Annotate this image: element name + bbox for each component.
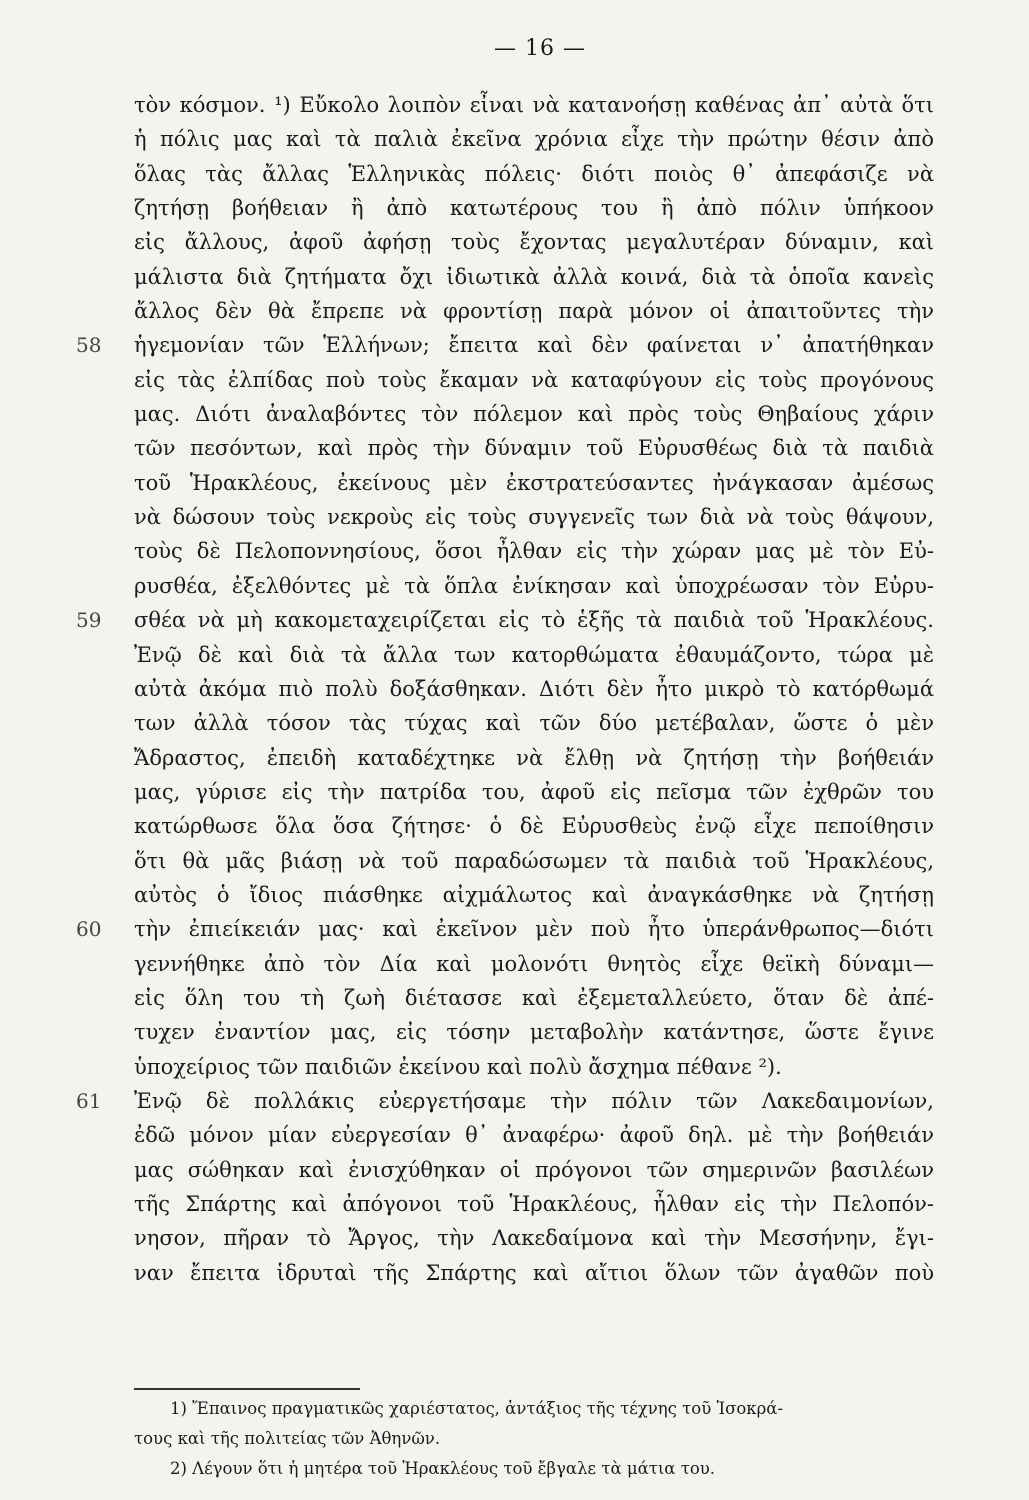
line-text: αὐτὸς ὁ ἴδιος πιάσθηκε αἰχμάλωτος καὶ ἀναγκάσθηκε νὰ ζητήσῃ [134,882,934,907]
line-text: τοῦ Ἡρακλέους, ἐκείνους μὲν ἐκστρατεύσαντες ἠνάγκασαν ἀμέσως [134,470,934,495]
text-line [134,294,934,328]
line-text: ρυσθέα, ἐξελθόντες μὲ τὰ ὅπλα ἐνίκησαν καὶ ὑποχρέωσαν τὸν Εὐρυ- [134,573,934,598]
line-text: τῆς Σπάρτης καὶ ἀπόγονοι τοῦ Ἡρακλέους, ἦλθαν εἰς τὴν Πελοπόν- [134,1192,934,1216]
text-line [134,225,934,259]
line-text: ὑποχείριος τῶν παιδιῶν ἐκείνου καὶ πολὺ ἄσχημα πέθανε ²). [134,1054,782,1079]
line-text: νὰ δώσουν τοὺς νεκροὺς εἰς τοὺς συγγενεῖς των διὰ νὰ τοὺς θάψουν, [134,505,934,530]
text-line [134,1118,934,1152]
line-text: αὐτὰ ἀκόμα πιὸ πολὺ δοξάσθηκαν. Διότι δὲν ἦτο μικρὸ τὸ κατόρθωμά [134,676,934,701]
line-text: εἰς ἄλλους, ἀφοῦ ἀφήσῃ τοὺς ἔχοντας μεγαλυτέραν δύναμιν, καὶ [134,230,934,255]
text-line [134,741,934,775]
section-number: 61 [76,1088,102,1113]
line-text: ἡ πόλις μας καὶ τὰ παλιὰ ἐκεῖνα χρόνια εἶχε τὴν πρώτην θέσιν ἀπὸ [134,127,934,152]
text-line [134,844,934,878]
footnote-divider [134,1388,360,1390]
text-line [134,878,934,912]
text-line [134,809,934,843]
line-text: τοὺς δὲ Πελοποννησίους, ὅσοι ἦλθαν εἰς τὴν χώραν μας μὲ τὸν Εὐ- [134,539,934,564]
text-line [134,534,934,568]
text-line [76,912,934,946]
text-line [134,363,934,397]
line-text: τὸν κόσμον. ¹) Εὔκολο λοιπὸν εἶναι νὰ κατανοήσῃ καθένας ἀπ᾽ αὐτὰ ὅτι [134,93,934,117]
line-text: μάλιστα διὰ ζητήματα ὄχι ἰδιωτικὰ ἀλλὰ κοινά, διὰ τὰ ὁποῖα κανεὶς [134,264,934,289]
text-line [134,88,934,122]
line-text: ζητήσῃ βοήθειαν ἢ ἀπὸ κατωτέρους του ἢ ἀπὸ πόλιν ὑπήκοον [134,196,934,221]
text-line [134,397,934,431]
text-line [134,157,934,191]
text-line [76,328,934,362]
text-line [134,1256,934,1290]
section-number: 58 [76,333,102,358]
line-text: τῶν πεσόντων, καὶ πρὸς τὴν δύναμιν τοῦ Εὐρυσθέως διὰ τὰ παιδιὰ [134,436,934,461]
footnote-line: 1) Ἔπαινος πραγματικῶς χαριέστατος, ἀντάξιος τῆς τέχνης τοῦ Ἰσοκρά- [170,1399,784,1418]
text-line [76,603,934,637]
line-text: Ἐνῷ δὲ καὶ διὰ τὰ ἄλλα των κατορθώματα ἐθαυμάζοντο, τώρα μὲ [134,642,934,667]
line-text: Ἐνῷ δὲ πολλάκις εὐεργετήσαμε τὴν πόλιν τῶν Λακεδαιμονίων, [134,1088,934,1113]
line-text: ὅτι θὰ μᾶς βιάσῃ νὰ τοῦ παραδώσωμεν τὰ παιδιὰ τοῦ Ἡρακλέους, [134,848,934,873]
text-line [134,569,934,603]
text-line [134,947,934,981]
line-text: μας, γύρισε εἰς τὴν πατρίδα του, ἀφοῦ εἰς πεῖσμα τῶν ἐχθρῶν του [134,779,934,804]
text-line [134,260,934,294]
text-line [134,431,934,465]
footnote-line: 2) Λέγουν ὅτι ἡ μητέρα τοῦ Ἡρακλέους τοῦ ἔβγαλε τὰ μάτια του. [170,1459,716,1478]
text-line [134,466,934,500]
line-text: εἰς ὅλη του τὴ ζωὴ διέτασσε καὶ ἐξεμεταλλεύετο, ὅταν δὲ ἀπέ- [134,985,934,1010]
line-text: ναν ἔπειτα ἱδρυταὶ τῆς Σπάρτης καὶ αἴτιοι ὅλων τῶν ἀγαθῶν ποὺ [134,1260,934,1285]
line-text: Ἄδραστος, ἐπειδὴ καταδέχτηκε νὰ ἔλθῃ νὰ ζητήσῃ τὴν βοήθειάν [134,745,934,770]
body-text [76,88,934,1290]
line-text: τὴν ἐπιείκειάν μας· καὶ ἐκεῖνον μὲν ποὺ ἦτο ὑπεράνθρωπος—διότι [134,917,934,942]
line-text: ἄλλος δὲν θὰ ἔπρεπε νὰ φροντίσῃ παρὰ μόνον οἱ ἀπαιτοῦντες τὴν [134,299,934,324]
text-line [134,122,934,156]
line-text: σθέα νὰ μὴ κακομεταχειρίζεται εἰς τὸ ἑξῆς τὰ παιδιὰ τοῦ Ἡρακλέους. [134,608,934,633]
line-text: νησον, πῆραν τὸ Ἄργος, τὴν Λακεδαίμονα καὶ τὴν Μεσσήνην, ἔγι- [134,1226,934,1251]
text-line [134,1221,934,1255]
line-text: εἰς τὰς ἐλπίδας ποὺ τοὺς ἔκαμαν νὰ καταφύγουν εἰς τοὺς προγόνους [134,367,934,392]
section-number: 60 [76,917,102,942]
text-line [134,638,934,672]
text-line [134,191,934,225]
line-text: μας σώθηκαν καὶ ἐνισχύθηκαν οἱ πρόγονοι τῶν σημερινῶν βασιλέων [134,1157,934,1182]
text-line [134,672,934,706]
footnotes [134,1394,934,1484]
page-number: — 16 — [494,36,586,61]
text-line [76,1084,934,1118]
text-line [134,1015,934,1049]
footnote-line: τους καὶ τῆς πολιτείας τῶν Ἀθηνῶν. [134,1429,441,1448]
section-number: 59 [76,608,102,633]
text-line [134,1153,934,1187]
line-text: κατώρθωσε ὅλα ὅσα ζήτησε· ὁ δὲ Εὐρυσθεὺς ἐνῷ εἶχε πεποίθησιν [134,814,934,839]
line-text: ἡγεμονίαν τῶν Ἑλλήνων; ἔπειτα καὶ δὲν φαίνεται ν᾽ ἀπατήθηκαν [134,333,934,358]
line-text: ἐδῶ μόνον μίαν εὐεργεσίαν θ᾽ ἀναφέρω· ἀφοῦ δηλ. μὲ τὴν βοήθειάν [134,1123,934,1148]
text-line [134,500,934,534]
text-line [134,981,934,1015]
text-line [134,775,934,809]
line-text: των ἀλλὰ τόσον τὰς τύχας καὶ τῶν δύο μετέβαλαν, ὥστε ὁ μὲν [134,711,934,736]
text-line [134,1050,934,1084]
text-line [134,706,934,740]
line-text: τυχεν ἐναντίον μας, εἰς τόσην μεταβολὴν κατάντησε, ὥστε ἔγινε [134,1020,934,1045]
line-text: γεννήθηκε ἀπὸ τὸν Δία καὶ μολονότι θνητὸς εἶχε θεϊκὴ δύναμι— [134,951,934,976]
line-text: ὅλας τὰς ἄλλας Ἑλληνικὰς πόλεις· διότι ποιὸς θ᾽ ἀπεφάσιζε νὰ [134,161,934,186]
text-line [134,1187,934,1221]
line-text: μας. Διότι ἀναλαβόντες τὸν πόλεμον καὶ πρὸς τοὺς Θηβαίους χάριν [134,402,934,427]
